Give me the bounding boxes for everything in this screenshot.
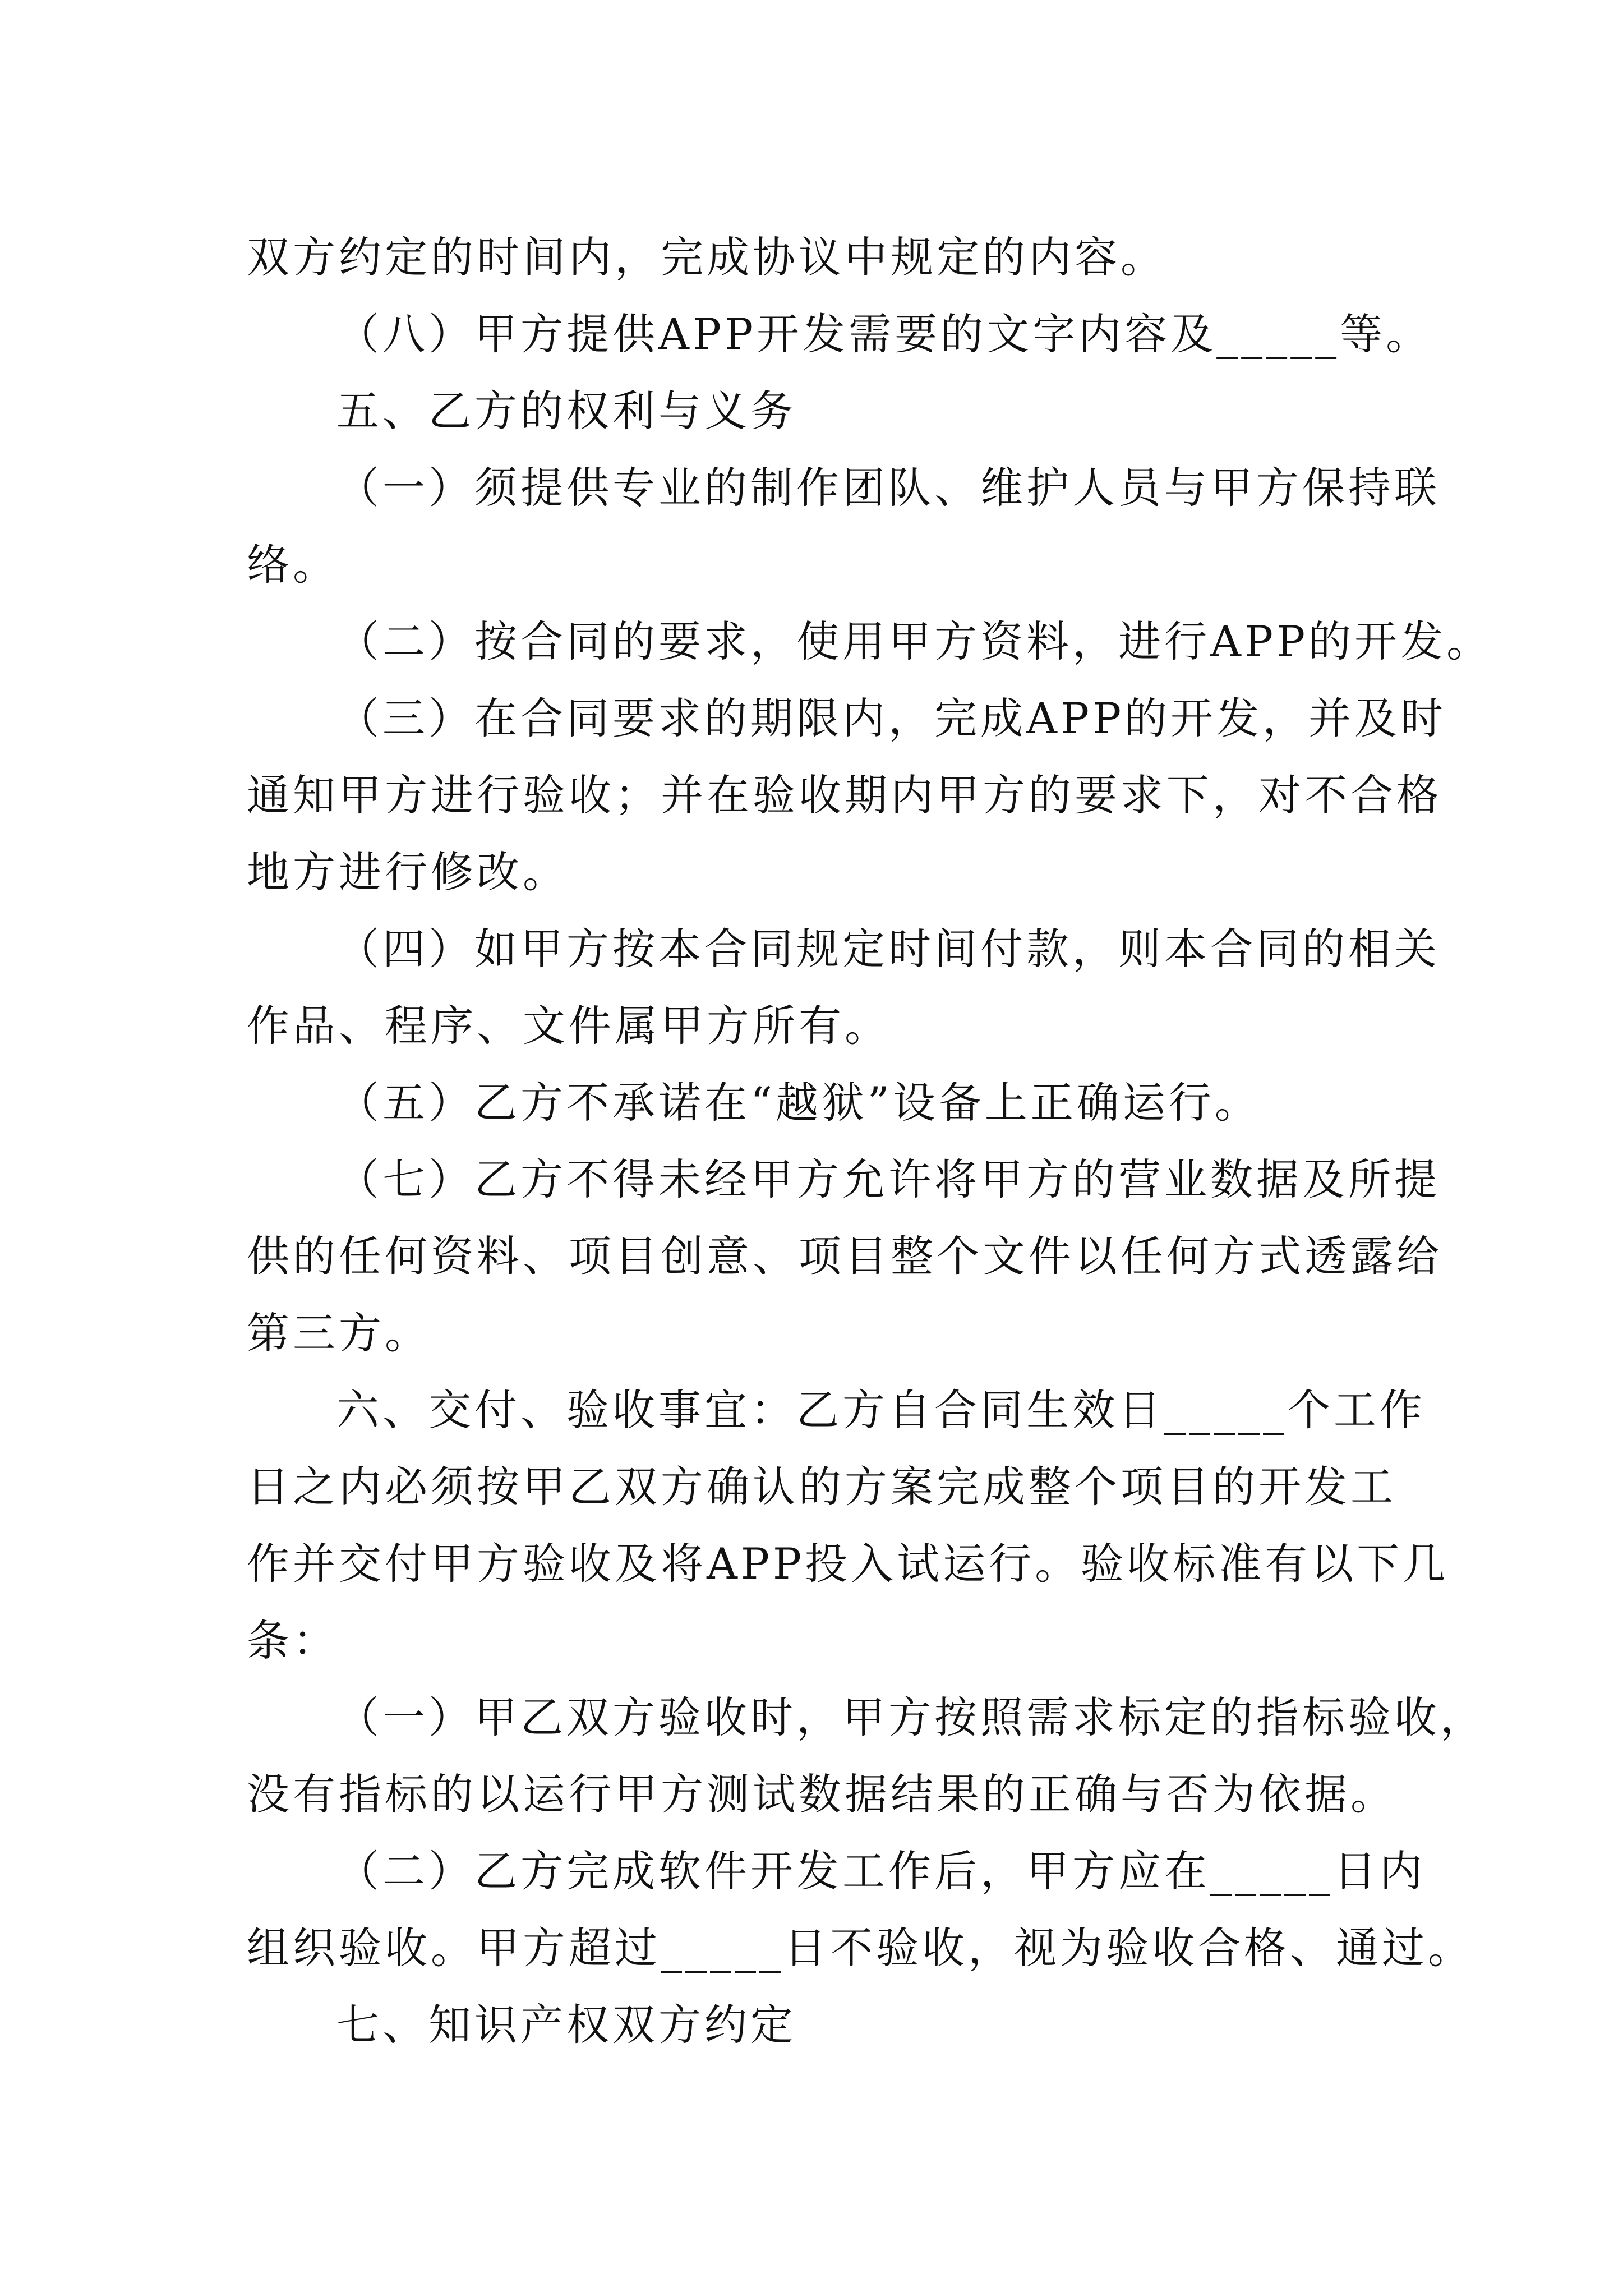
text-line: （八）甲方提供APP开发需要的文字内容及_____等。: [336, 309, 1432, 359]
text-line: 通知甲方进行验收；并在验收期内甲方的要求下，对不合格: [247, 770, 1442, 820]
text-line: 组织验收。甲方超过_____日不验收，视为验收合格、通过。: [247, 1923, 1474, 1973]
section-heading: 六、交付、验收事宜：乙方自合同生效日_____个工作: [336, 1385, 1426, 1435]
text-line: （七）乙方不得未经甲方允许将甲方的营业数据及所提: [336, 1154, 1440, 1204]
text-line: （二）乙方完成软件开发工作后，甲方应在_____日内: [336, 1846, 1426, 1896]
text-line: 没有指标的以运行甲方测试数据结果的正确与否为依据。: [247, 1769, 1396, 1819]
text-line: （一）须提供专业的制作团队、维护人员与甲方保持联: [336, 463, 1440, 513]
text-line: （三）在合同要求的期限内，完成APP的开发，并及时: [336, 693, 1447, 743]
text-line: 作并交付甲方验收及将APP投入试运行。验收标准有以下几: [247, 1539, 1449, 1589]
text-line: （一）甲乙双方验收时，甲方按照需求标定的指标验收，: [336, 1692, 1486, 1742]
text-line: 双方约定的时间内，完成协议中规定的内容。: [247, 232, 1166, 282]
text-line: 作品、程序、文件属甲方所有。: [247, 1001, 891, 1051]
section-heading: 五、乙方的权利与义务: [336, 386, 796, 436]
text-line: 第三方。: [247, 1308, 431, 1358]
text-line: 供的任何资料、项目创意、项目整个文件以任何方式透露给: [247, 1231, 1442, 1281]
document-body: [247, 219, 1493, 2063]
text-line: （四）如甲方按本合同规定时间付款，则本合同的相关: [336, 924, 1440, 974]
text-line: 地方进行修改。: [247, 847, 569, 897]
text-line: （五）乙方不承诺在“越狱”设备上正确运行。: [336, 1078, 1261, 1128]
text-line: 日之内必须按甲乙双方确认的方案完成整个项目的开发工: [247, 1462, 1396, 1512]
section-heading: 七、知识产权双方约定: [336, 2000, 796, 2050]
text-line: （二）按合同的要求，使用甲方资料，进行APP的开发。: [336, 616, 1493, 666]
text-line: 络。: [247, 540, 339, 590]
text-line: 条：: [247, 1616, 339, 1665]
